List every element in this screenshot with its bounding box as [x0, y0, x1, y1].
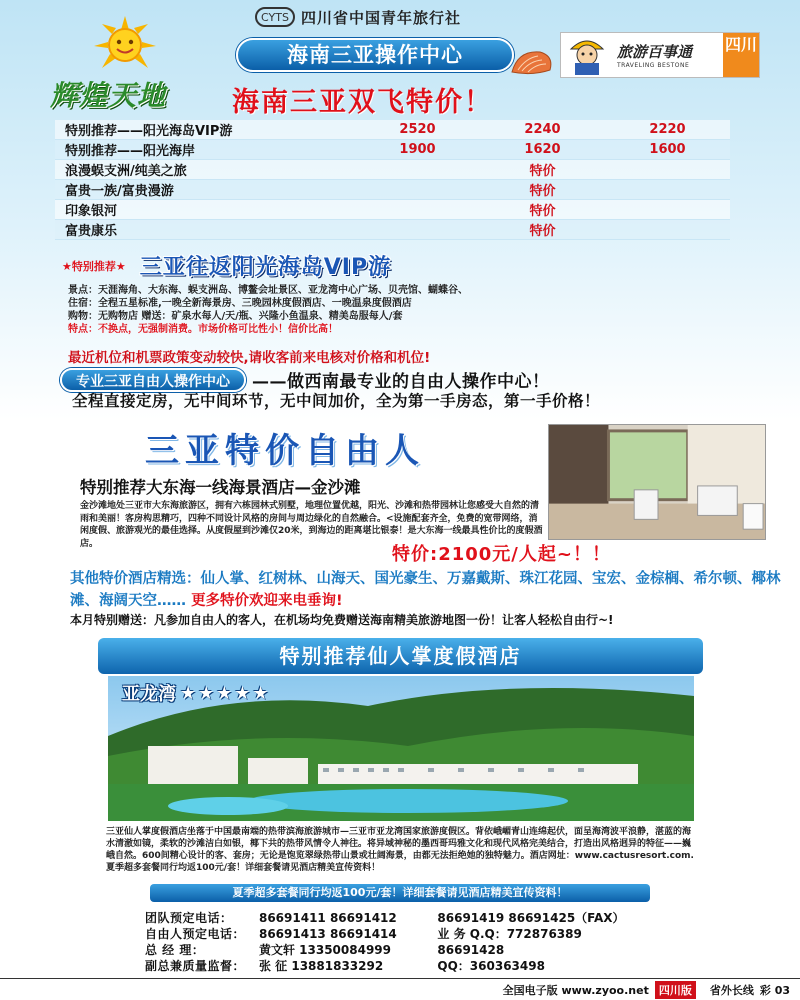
- table-row: [55, 120, 730, 140]
- price-cell: [605, 200, 730, 220]
- contact-row: [145, 958, 705, 974]
- brand-name: 辉煌天地: [50, 79, 167, 112]
- price-table: [55, 120, 730, 240]
- tour-name: 富贵康乐: [55, 220, 355, 240]
- contact-value: 86691419 86691425（FAX）: [437, 911, 625, 925]
- ops-slogan: ——做西南最专业的自由人操作中心！: [252, 372, 550, 392]
- price-cell: [355, 200, 480, 220]
- contact-row: [145, 926, 705, 942]
- hotel-price: 特价:2100元/人起~！！: [392, 544, 611, 565]
- price-cell: [605, 220, 730, 240]
- vip-title: 三亚往返阳光海岛VIP游: [139, 255, 392, 280]
- hotel-picks-more: 更多特价欢迎来电垂询!: [191, 593, 343, 609]
- tour-name: 富贵一族/富贵漫游: [55, 180, 355, 200]
- hotel-description: 金沙滩地处三亚市大东海旅游区，拥有六栋园林式别墅，地理位置优越，阳光、沙滩和热带园林让您感受大自然的清雨和美丽！客房构思精巧，四种不同设计风格的房间与周边绿化的自然融合。<设施配套齐全，免费的宽带网络，消闲度假、旅游观光的最佳选择。从度假屋到沙滩仅20米，到海边的距离堪比银泰！是大东海一线最具性价比的度假酒店。: [80, 501, 543, 549]
- contact-value: 86691411 86691412: [258, 911, 397, 925]
- ops-promise: 全程直接定房，无中间环节，无中间加价，全为第一手房态，第一手价格！: [72, 392, 601, 410]
- price-cell: 2520: [355, 120, 480, 140]
- star-rating: ★★★★★: [180, 682, 271, 704]
- footer-section: 省外长线: [709, 983, 754, 997]
- contact-list: [145, 910, 705, 974]
- price-cell: 1900: [355, 140, 480, 160]
- vip-feature: 特点：不换点，无强制消费。市场价格可比性小！信价比高！: [68, 324, 338, 335]
- footer-edition: 四川版: [655, 981, 696, 999]
- partner-province: 四川: [723, 33, 759, 77]
- contact-row: [145, 910, 705, 926]
- special-price: 特价: [480, 160, 605, 180]
- vip-shopping: 购物：无购物店 赠送：矿泉水每人/天/瓶、兴隆小鱼温泉、精美岛服每人/套: [68, 311, 403, 322]
- center-title: 海南三亚操作中心: [236, 38, 514, 72]
- tour-name: 特别推荐——阳光海岛VIP游: [55, 120, 355, 140]
- resort-tag: [122, 680, 271, 706]
- hotel-heading: 特别推荐大东海一线海景酒店—金沙滩: [80, 478, 361, 497]
- contact-label: 团队预定电话：: [145, 911, 233, 925]
- hotel-picks: [70, 568, 790, 612]
- agency-name: 四川省中国青年旅行社: [301, 8, 462, 27]
- contact-value: 86691428: [437, 943, 505, 957]
- agency-header: [255, 6, 461, 28]
- page-subtitle: 海南三亚双飞特价！: [232, 87, 493, 118]
- price-cell: [355, 180, 480, 200]
- vip-sights: 景点：天涯海角、大东海、蜈支洲岛、博鳌会址景区、亚龙湾中心广场、贝壳馆、蝴蝶谷、: [68, 285, 468, 296]
- contact-label: 总 经 理：: [145, 943, 205, 957]
- price-notice: 最近机位和机票政策变动较快,请收客前来电核对价格和机位!: [68, 350, 431, 366]
- contact-label: 自由人预定电话：: [145, 927, 246, 941]
- contact-value: 86691413 86691414: [258, 927, 397, 941]
- table-row: [55, 180, 730, 200]
- monthly-gift: 本月特别赠送：凡参加自由人的客人，在机场均免费赠送海南精美旅游地图一份！让客人轻松自由行~!: [70, 613, 614, 627]
- page-footer: [0, 978, 800, 1000]
- resort-banner: 特别推荐仙人掌度假酒店: [98, 638, 703, 674]
- promo-bar: 夏季超多套餐同行均返100元/套！详细套餐请见酒店精美宣传资料！: [150, 884, 650, 902]
- sun-icon: [90, 14, 160, 74]
- resort-location: 亚龙湾: [122, 684, 176, 705]
- table-row: [55, 200, 730, 220]
- resort-description: 三亚仙人掌度假酒店坐落于中国最南端的热带滨海旅游城市—三亚市亚龙湾国家旅游度假区。背依峨嵋青山连绵起伏，面呈海湾波平浪静，湛蓝的海水清澈如镜，柔软的沙滩洁白如银，椰下共的热带风情令人神往。将异域神秘的墨西哥玛雅文化和现代风格完美结合，打造出风格迥异的特征——巍峨自然。600间精心设计的客、套房；无论是饱览翠绿热带山景或壮阔海景，由都无法拒绝她的独特魅力。酒店网址：www.cactusresort.com.夏季超多套餐同行均返100元/套！详细套餐请见酒店精美宣传资料！: [106, 827, 694, 873]
- footer-page-number: 彩 03: [759, 983, 790, 997]
- contact-value: 黄文轩 13350084999: [258, 943, 392, 957]
- tour-name: 浪漫蜈支洲/纯美之旅: [55, 160, 355, 180]
- contact-value: 张 征 13881833292: [258, 959, 384, 973]
- free-travel-title: 三亚特价自由人: [145, 431, 425, 471]
- price-cell: [605, 180, 730, 200]
- price-cell: [355, 160, 480, 180]
- tour-name: 印象银河: [55, 200, 355, 220]
- price-cell: [355, 220, 480, 240]
- shell-icon: [510, 48, 554, 76]
- vip-details: [68, 284, 728, 336]
- vip-header: [62, 250, 391, 281]
- special-price: 特价: [480, 200, 605, 220]
- price-cell: 2220: [605, 120, 730, 140]
- brand-logo: [50, 14, 200, 112]
- special-price: 特价: [480, 180, 605, 200]
- tour-name: 特别推荐——阳光海岸: [55, 140, 355, 160]
- vip-lodging: 住宿：全程五星标准,一晚全新海景房、三晚园林度假酒店、一晚温泉度假酒店: [68, 298, 412, 309]
- price-cell: 1620: [480, 140, 605, 160]
- contact-value: QQ：360363498: [437, 959, 545, 973]
- price-cell: 1600: [605, 140, 730, 160]
- contact-row: [145, 942, 705, 958]
- ops-pill: 专业三亚自由人操作中心: [60, 368, 246, 392]
- hotel-room-photo: [548, 424, 766, 540]
- hotel-picks-list: 其他特价酒店精选：仙人掌、红树林、山海天、国光豪生、万嘉戴斯、珠江花园、宝宏、金棕榈、希尔顿、椰林滩、海阔天空……: [70, 571, 781, 609]
- partner-logo: [560, 32, 760, 78]
- table-row: [55, 160, 730, 180]
- partner-name: 旅游百事通: [617, 43, 693, 61]
- footer-site: 全国电子版 www.zyoo.net: [502, 983, 649, 997]
- price-cell: [605, 160, 730, 180]
- contact-value: 业 务 Q.Q：772876389: [437, 927, 582, 941]
- recommend-tag: ★特别推荐★: [62, 259, 126, 273]
- partner-english: TRAVELING BESTONE: [617, 62, 690, 69]
- price-cell: 2240: [480, 120, 605, 140]
- table-row: [55, 220, 730, 240]
- special-price: 特价: [480, 220, 605, 240]
- mascot-icon: [561, 33, 613, 77]
- contact-label: 副总兼质量监督：: [145, 959, 246, 973]
- agency-logo: CYTS: [255, 7, 295, 27]
- table-row: [55, 140, 730, 160]
